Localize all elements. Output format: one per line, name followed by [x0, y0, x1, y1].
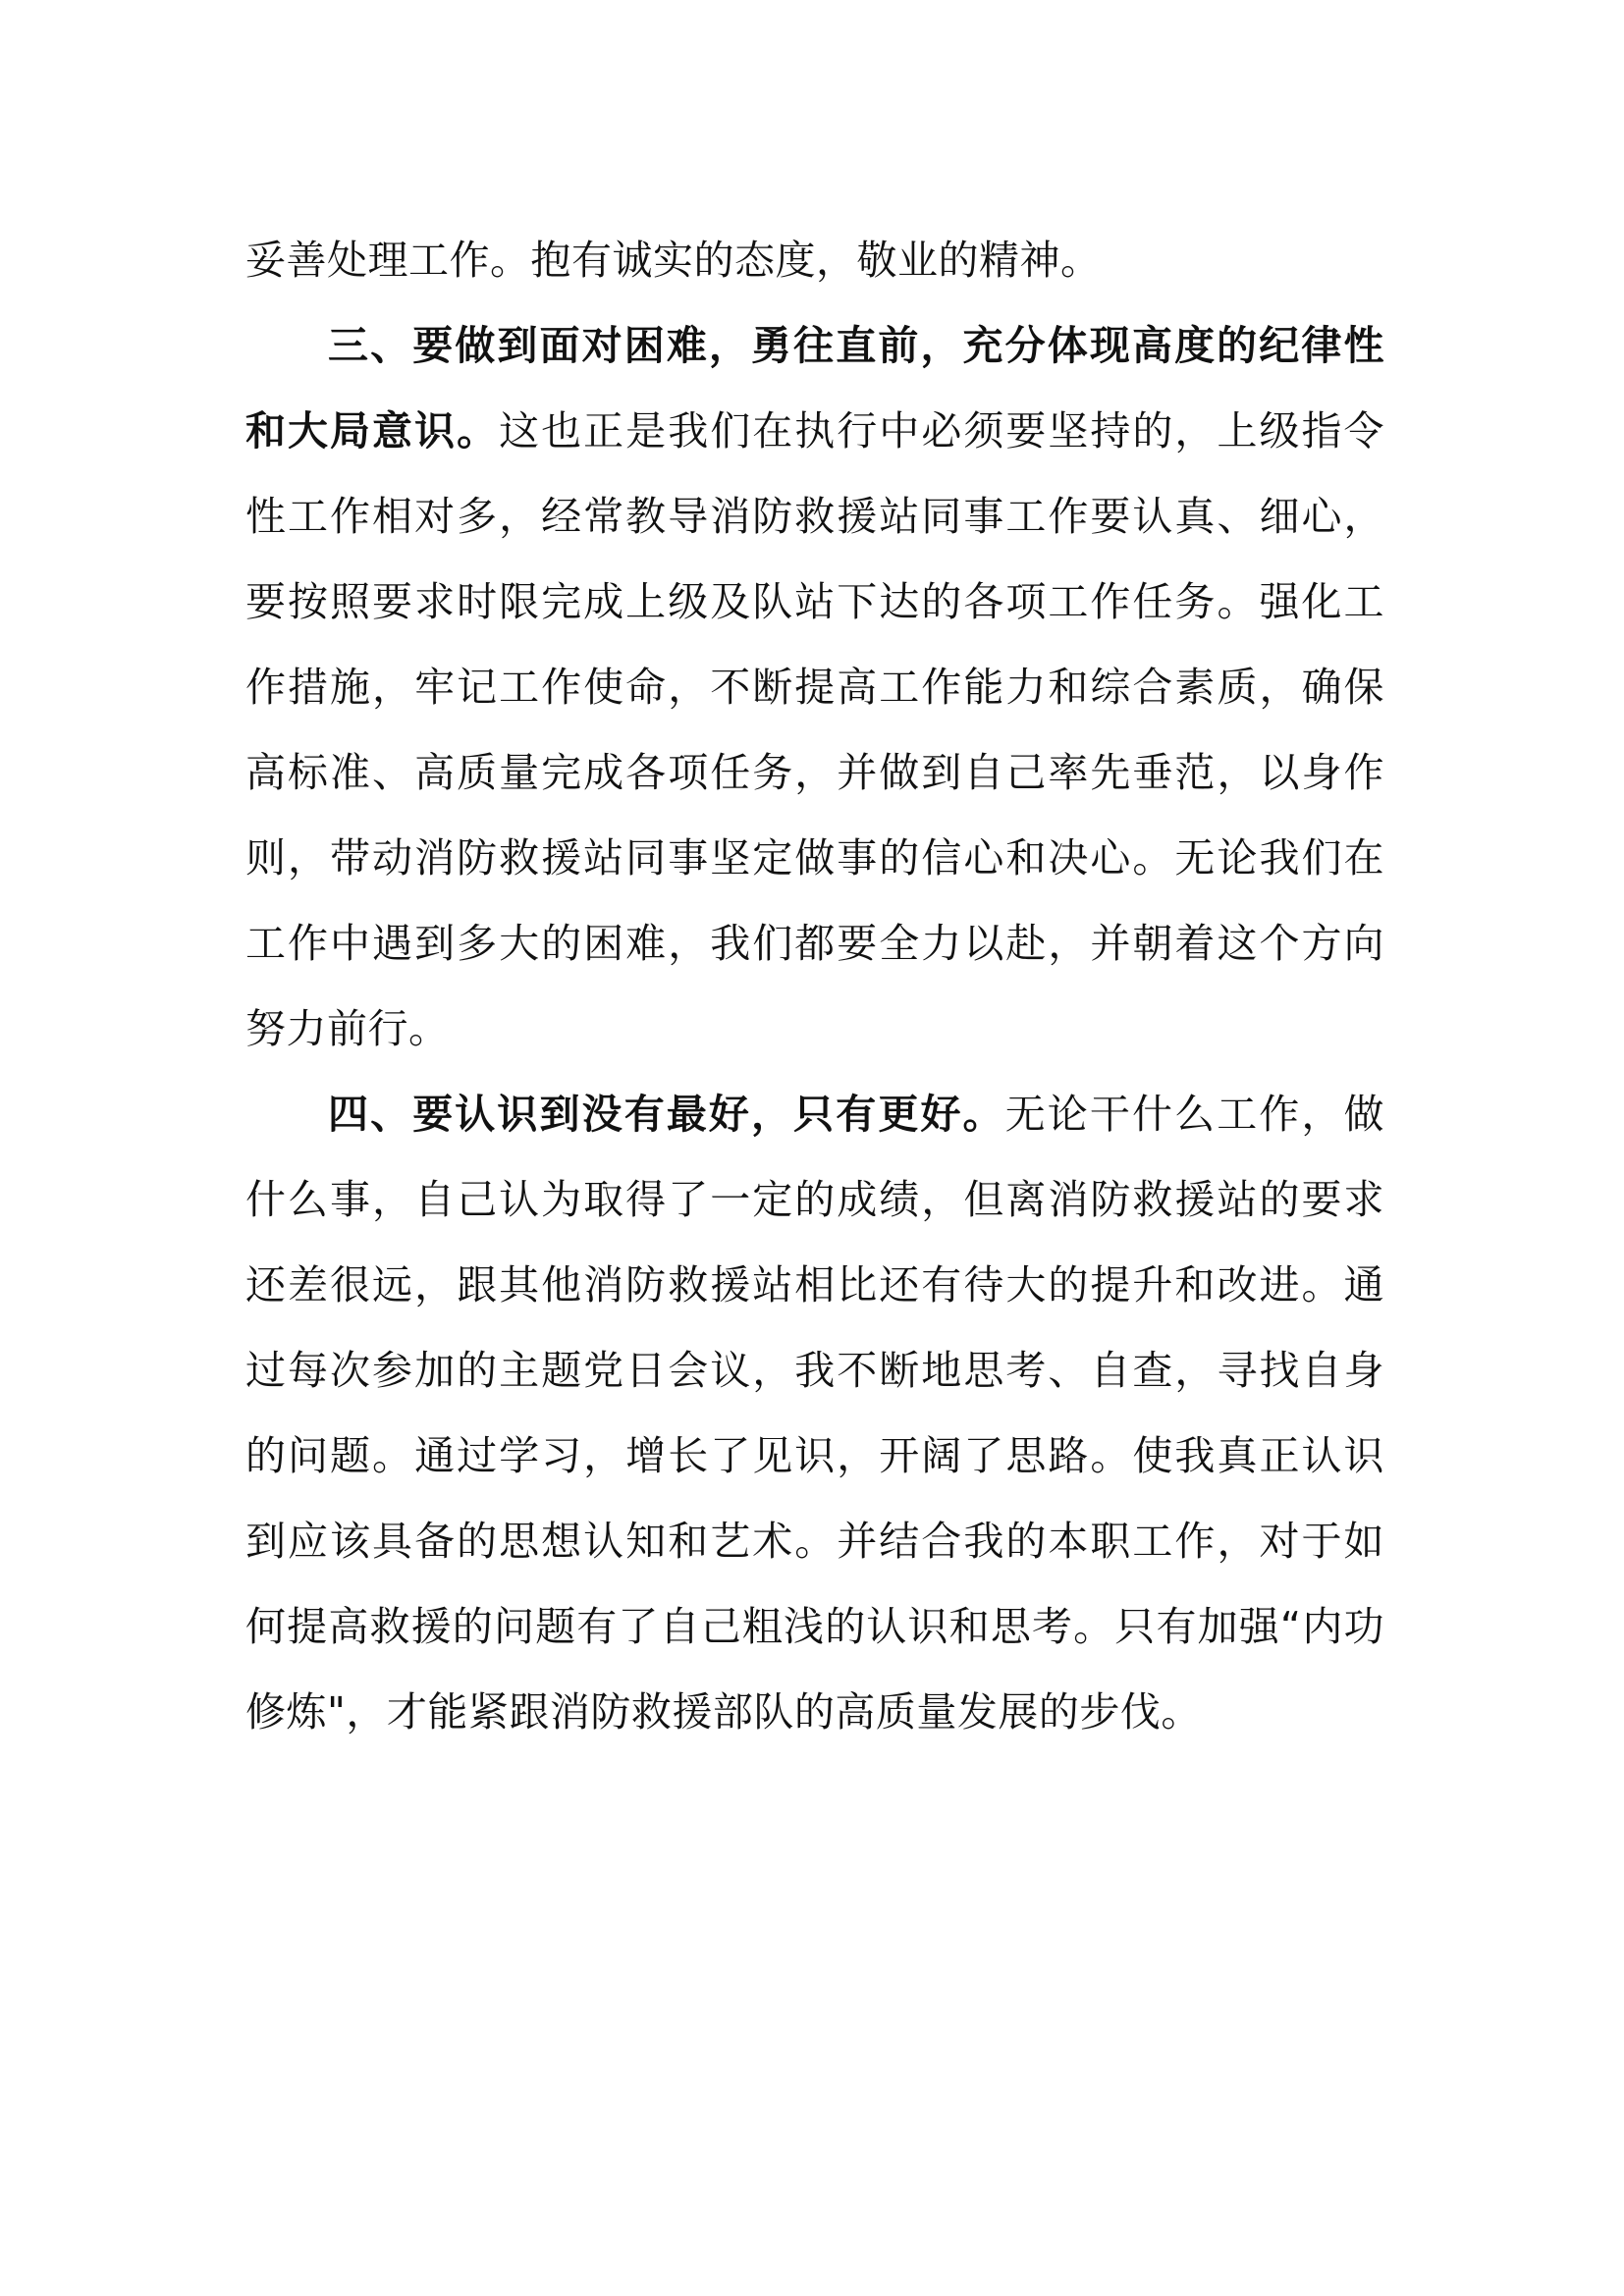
paragraph-continuation [245, 218, 1384, 303]
document-body [245, 218, 1384, 1755]
section-four-text: 无论干什么工作，做什么事，自己认为取得了一定的成绩，但离消防救援站的要求还差很远，跟其他消防救援站相比还有待大的提升和改进。通过每次参加的主题党日会议，我不断地思考、自查，寻找自身的问题。通过学习，增长了见识，开阔了思路。使我真正认识到应该具备的思想认知和艺术。并结合我的本职工作，对于如何提高救援的问题有了自己粗浅的认识和思考。只有加强“内功修炼"，才能紧跟消防救援部队的高质量发展的步伐。 [245, 1091, 1385, 1735]
section-three-heading: 三、要做到面对困难，勇往直前，充分体现高度的纪律性和大局意识。 [245, 322, 1384, 454]
paragraph-section-four [245, 1072, 1384, 1755]
section-four-heading: 四、要认识到没有最好，只有更好。 [328, 1091, 1005, 1138]
paragraph-section-three [245, 303, 1384, 1072]
paragraph-text: 妥善处理工作。抱有诚实的态度，敬业的精神。 [245, 237, 1102, 284]
section-three-text: 这也正是我们在执行中必须要坚持的，上级指令性工作相对多，经常教导消防救援站同事工作要认真、细心，要按照要求时限完成上级及队站下达的各项工作任务。强化工作措施，牢记工作使命，不断提高工作能力和综合素质，确保高标准、高质量完成各项任务，并做到自己率先垂范，以身作则，带动消防救援站同事坚定做事的信心和决心。无论我们在工作中遇到多大的困难，我们都要全力以赴，并朝着这个方向努力前行。 [245, 407, 1385, 1052]
